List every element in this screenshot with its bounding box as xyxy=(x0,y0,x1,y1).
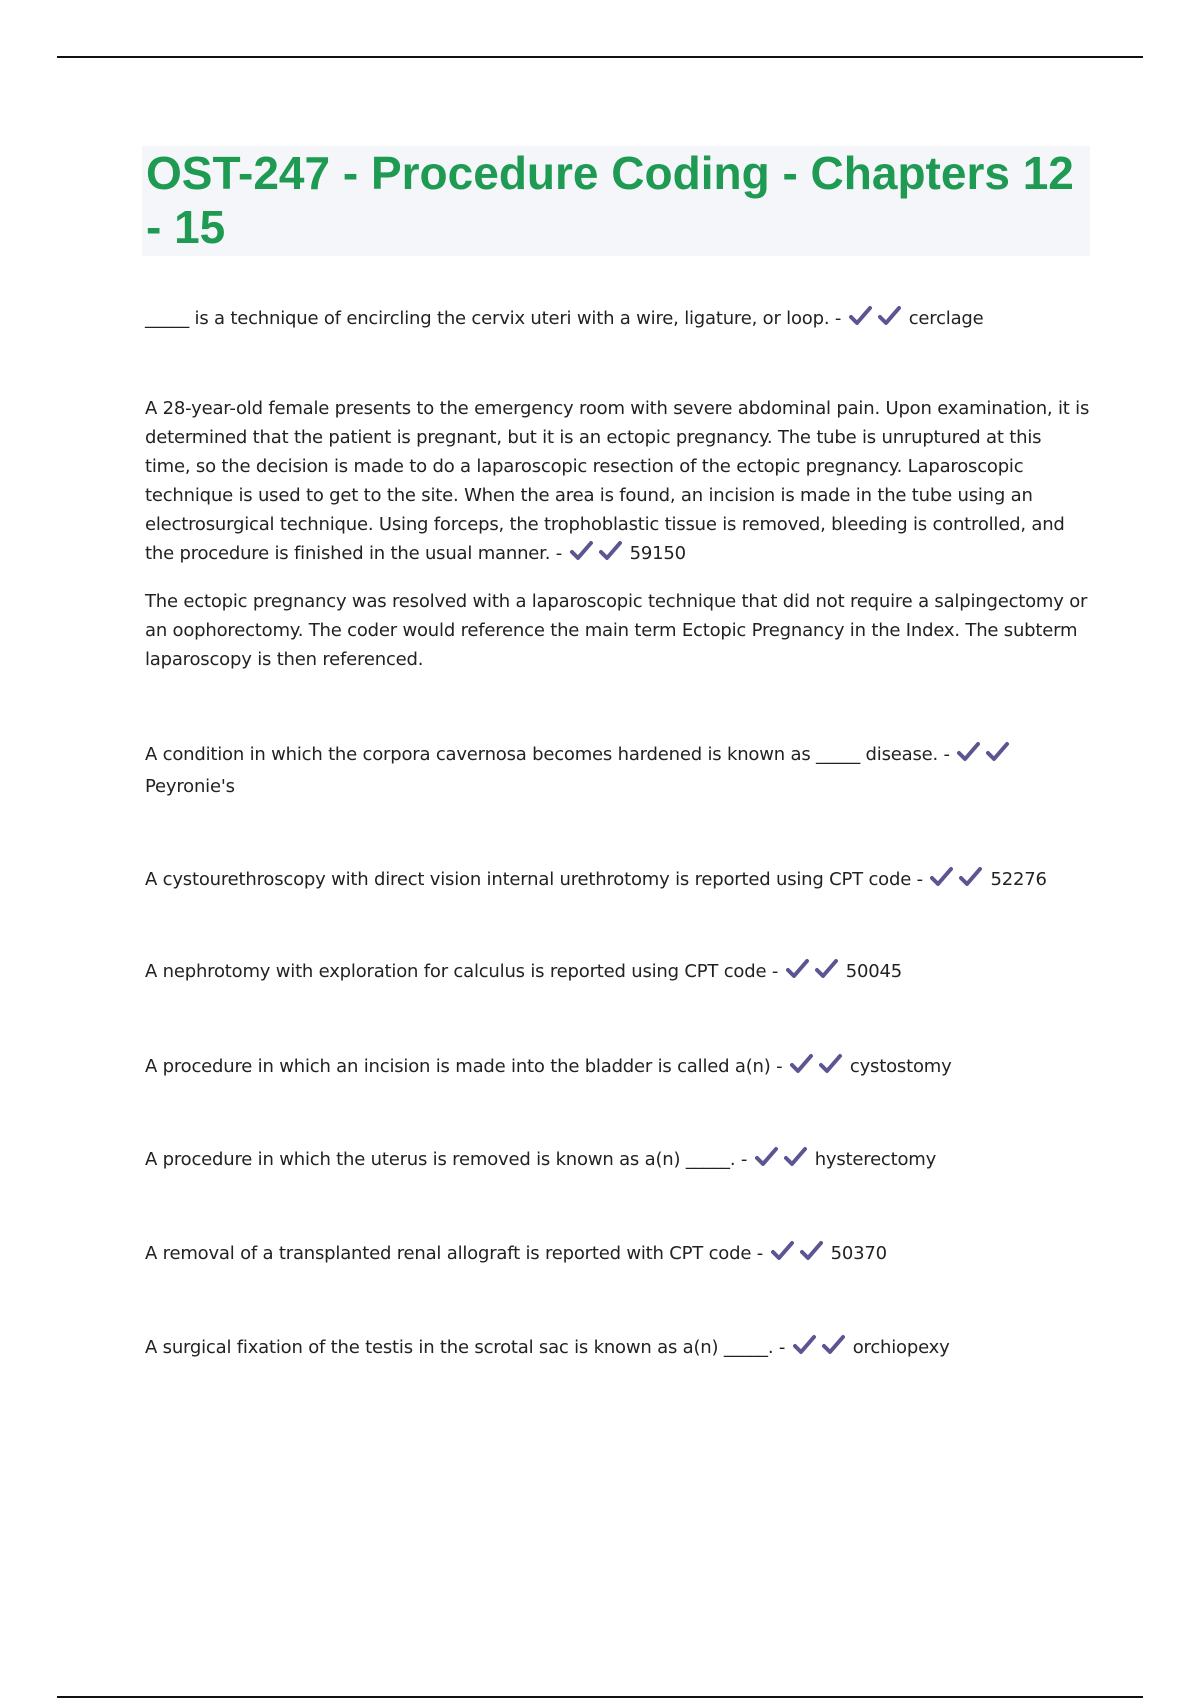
qa-item xyxy=(145,1145,1090,1177)
separator: - xyxy=(911,869,929,890)
question-text: A nephrotomy with exploration for calculus is reported using CPT code xyxy=(145,961,767,982)
qa-item xyxy=(145,304,1090,336)
question-line xyxy=(145,1052,1090,1084)
answer-text: cerclage xyxy=(908,308,984,329)
check-marks xyxy=(570,540,628,571)
separator: - xyxy=(938,744,956,765)
answer-text: Peyronie's xyxy=(145,776,235,797)
check-marks xyxy=(786,958,844,989)
check-marks xyxy=(771,1240,829,1271)
separator: - xyxy=(770,1056,788,1077)
check-marks xyxy=(755,1146,813,1177)
check-mark-icon xyxy=(957,741,981,763)
check-mark-icon xyxy=(599,540,623,562)
question-line xyxy=(145,394,1090,571)
top-rule xyxy=(57,56,1143,58)
question-line xyxy=(145,1239,1090,1271)
check-mark-icon xyxy=(959,866,983,888)
qa-item xyxy=(145,1239,1090,1271)
qa-item xyxy=(145,1052,1090,1084)
answer-text: 59150 xyxy=(629,543,686,564)
separator: - xyxy=(550,543,568,564)
answer-text: 52276 xyxy=(990,869,1047,890)
qa-item xyxy=(145,394,1090,674)
document-title: OST-247 - Procedure Coding - Chapters 12 - 15 xyxy=(146,147,1074,253)
separator: - xyxy=(735,1149,753,1170)
check-mark-icon xyxy=(793,1334,817,1356)
answer-text: 50370 xyxy=(830,1243,887,1264)
question-text: A removal of a transplanted renal allograft is reported with CPT code xyxy=(145,1243,752,1264)
check-mark-icon xyxy=(822,1334,846,1356)
question-line xyxy=(145,304,1090,336)
question-line xyxy=(145,740,1090,801)
qa-item xyxy=(145,865,1090,897)
check-mark-icon xyxy=(570,540,594,562)
check-mark-icon xyxy=(784,1146,808,1168)
qa-item xyxy=(145,1333,1090,1365)
question-line xyxy=(145,865,1090,897)
question-text: _____ is a technique of encircling the cervix uteri with a wire, ligature, or loop. xyxy=(145,308,830,329)
bottom-rule xyxy=(57,1696,1143,1698)
check-marks xyxy=(930,866,988,897)
check-mark-icon xyxy=(849,305,873,327)
question-line xyxy=(145,1333,1090,1365)
question-text: A condition in which the corpora cavernosa becomes hardened is known as _____ disease. xyxy=(145,744,939,765)
separator: - xyxy=(751,1243,769,1264)
check-mark-icon xyxy=(755,1146,779,1168)
check-mark-icon xyxy=(986,741,1010,763)
check-marks xyxy=(793,1334,851,1365)
question-text: A surgical fixation of the testis in the scrotal sac is known as a(n) _____. xyxy=(145,1337,774,1358)
check-marks xyxy=(957,741,1015,772)
answer-text: orchiopexy xyxy=(852,1337,950,1358)
answer-text: 50045 xyxy=(845,961,902,982)
check-mark-icon xyxy=(878,305,902,327)
answer-text: hysterectomy xyxy=(814,1149,937,1170)
qa-item xyxy=(145,740,1090,801)
check-mark-icon xyxy=(790,1053,814,1075)
separator: - xyxy=(766,961,784,982)
separator: - xyxy=(829,308,847,329)
title-banner xyxy=(142,146,1090,256)
question-text: A procedure in which the uterus is removed is known as a(n) _____. xyxy=(145,1149,736,1170)
check-mark-icon xyxy=(819,1053,843,1075)
explanation-text: The ectopic pregnancy was resolved with a laparoscopic technique that did not require a salpingectomy or an oophorectomy. The coder would reference the main term Ectopic Pregnancy in the Index. The subterm laparoscopy is then referenced. xyxy=(145,591,1088,670)
check-mark-icon xyxy=(815,958,839,980)
qa-item xyxy=(145,957,1090,989)
question-text: A procedure in which an incision is made into the bladder is called a(n) xyxy=(145,1056,771,1077)
question-text: A cystourethroscopy with direct vision internal urethrotomy is reported using CPT code xyxy=(145,869,912,890)
check-marks xyxy=(849,305,907,336)
check-marks xyxy=(790,1053,848,1084)
check-mark-icon xyxy=(800,1240,824,1262)
check-mark-icon xyxy=(786,958,810,980)
question-text: A 28-year-old female presents to the emergency room with severe abdominal pain. Upon examination, it is determined that the patient is pregnant, but it is an ectopic pregnancy. The tube is unruptured at this time, so the decision is made to do a laparoscopic resection of the ectopic pregnancy. Laparoscopic technique is used to get to the site. When the area is found, an incision is made in the tube using an electrosurgical technique. Using forceps, the trophoblastic tissue is removed, bleeding is controlled, and the procedure is finished in the usual manner. xyxy=(145,398,1090,564)
check-mark-icon xyxy=(771,1240,795,1262)
check-mark-icon xyxy=(930,866,954,888)
question-line xyxy=(145,1145,1090,1177)
separator: - xyxy=(773,1337,791,1358)
answer-text: cystostomy xyxy=(849,1056,952,1077)
question-line xyxy=(145,957,1090,989)
